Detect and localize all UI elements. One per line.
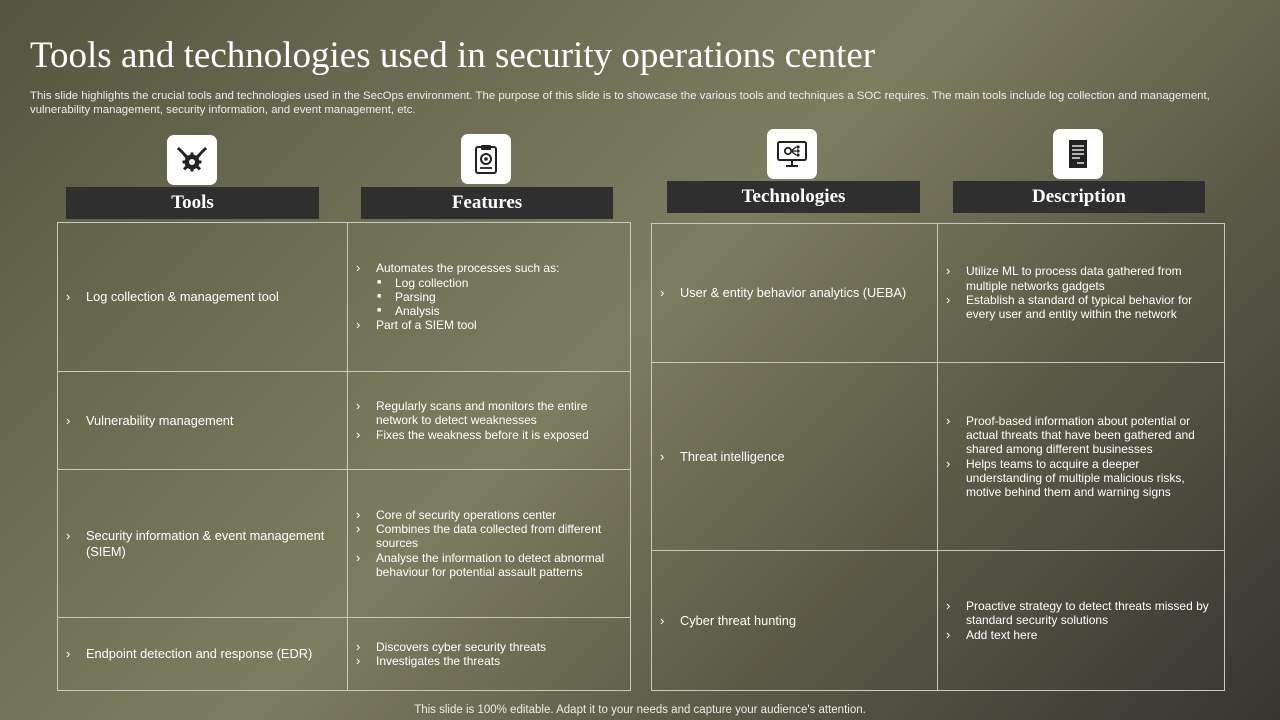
header-description: Description [953,181,1205,213]
feature-subitem: ■ Log collection [376,276,620,290]
feature-item: › Combines the data collected from different sources [356,522,620,551]
technology-cell [652,363,938,551]
header-features: Features [361,187,613,219]
slide-subtitle: This slide highlights the crucial tools and technologies used in the SecOps environment. The purpose of this slide is to showcase the various tools and techniques a SOC requires. The main tools include log collection and management, vulnerability management, security information, and event management, etc. [30,90,1210,116]
table-row [58,223,631,372]
description-cell [938,551,1225,691]
table-row [58,470,631,618]
feature-text: Automates the processes such as: [376,261,560,276]
features-cell [348,470,631,618]
slide-footer: This slide is 100% editable. Adapt it to your needs and capture your audience's attention. [414,704,866,716]
features-cell [348,618,631,691]
technology-name: › Threat intelligence [660,449,929,465]
description-item: › Utilize ML to process data gathered from multiple networks gadgets [946,264,1214,293]
feature-item: › Fixes the weakness before it is exposed [356,428,620,442]
feature-item: › Regularly scans and monitors the entire network to detect weaknesses [356,399,620,428]
monitor-network-icon [767,129,817,179]
feature-item: › Investigates the threats [356,654,620,668]
technology-name: › Cyber threat hunting [660,613,929,629]
feature-item: › Core of security operations center [356,508,620,522]
description-item: › Proactive strategy to detect threats missed by standard security solutions [946,599,1214,628]
tool-name: › Endpoint detection and response (EDR) [66,646,339,662]
feature-list [356,261,620,332]
header-tools: Tools [66,187,319,219]
technology-cell [652,224,938,363]
feature-item: › Analyse the information to detect abnormal behaviour for potential assault patterns [356,551,620,580]
description-item: › Helps teams to acquire a deeper understanding of multiple malicious risks, motive behind them and warning signs [946,457,1214,500]
table-row [652,551,1225,691]
table-row [652,224,1225,363]
feature-subitem: ■ Parsing [376,290,620,304]
clipboard-gear-icon [461,134,511,184]
technologies-table [651,223,1225,691]
slide-title: Tools and technologies used in security operations center [30,35,876,76]
description-cell [938,224,1225,363]
features-cell [348,372,631,470]
table-row [58,372,631,470]
tool-name: › Security information & event management (SIEM) [66,528,339,560]
feature-list [356,640,620,669]
description-item: › Add text here [946,628,1214,642]
header-technologies: Technologies [667,181,920,213]
tool-name: › Vulnerability management [66,413,339,429]
feature-list [356,508,620,579]
description-list [946,599,1214,642]
description-item: › Establish a standard of typical behavior for every user and entity within the network [946,293,1214,322]
tool-cell [58,470,348,618]
tool-cell [58,618,348,691]
feature-item [356,261,620,318]
gear-wrench-icon [167,135,217,185]
feature-item: › Discovers cyber security threats [356,640,620,654]
description-list [946,414,1214,500]
tool-cell [58,372,348,470]
feature-subitem: ■ Analysis [376,304,620,318]
tools-table [57,222,631,691]
description-item: › Proof-based information about potential or actual threats that have been gathered and shared among different businesses [946,414,1214,457]
features-cell [348,223,631,372]
technology-name: › User & entity behavior analytics (UEBA) [660,285,929,301]
document-icon [1053,129,1103,179]
feature-sublist [376,276,620,319]
description-list [946,264,1214,321]
feature-item: › Part of a SIEM tool [356,318,620,332]
table-row [58,618,631,691]
tool-name: › Log collection & management tool [66,289,339,305]
description-cell [938,363,1225,551]
table-row [652,363,1225,551]
feature-list [356,399,620,442]
technology-cell [652,551,938,691]
tool-cell [58,223,348,372]
